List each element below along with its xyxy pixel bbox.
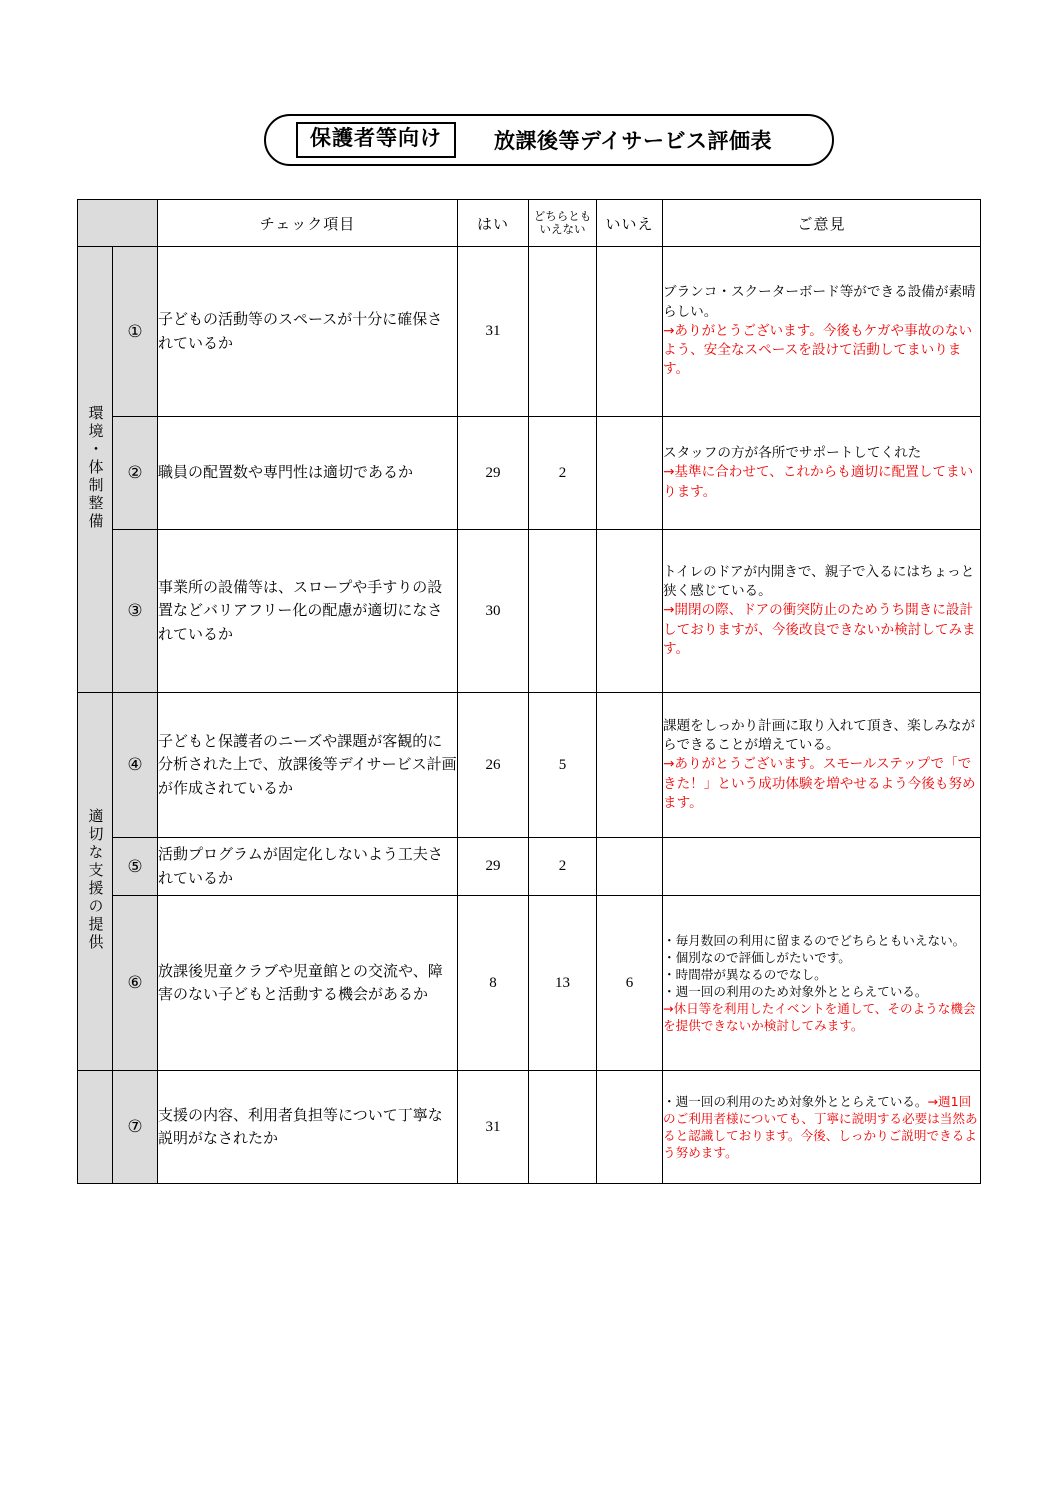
opinion-cell xyxy=(663,247,981,417)
opinion-cell xyxy=(663,896,981,1071)
check-item-text: 活動プログラムが固定化しないよう工夫されているか xyxy=(158,838,458,896)
header-category-blank xyxy=(78,200,158,247)
opinion-reply: →週1回のご利用者様についても、丁寧に説明する必要は当然あると認識しております。今後、しっかりご説明できるよう努めます。 xyxy=(663,1093,978,1161)
count-yes: 31 xyxy=(458,247,529,417)
count-yes: 26 xyxy=(458,693,529,838)
header-neutral-line1: どちらとも xyxy=(533,208,592,223)
header-no: いいえ xyxy=(597,200,663,247)
count-no xyxy=(597,530,663,693)
title-audience-tag: 保護者等向け xyxy=(296,122,456,157)
row-number: ⑥ xyxy=(113,896,158,1071)
count-yes: 30 xyxy=(458,530,529,693)
opinion-comment: 課題をしっかり計画に取り入れて頂き、楽しみながらできることが増えている。 xyxy=(663,717,976,754)
count-neutral: 5 xyxy=(529,693,597,838)
count-no xyxy=(597,1071,663,1184)
opinion-reply: →休日等を利用したイベントを通して、そのような機会を提供できないか検討してみます。 xyxy=(663,1001,976,1034)
table-row xyxy=(78,247,981,417)
count-neutral: 2 xyxy=(529,838,597,896)
opinion-comment: ・週一回の利用のため対象外ととらえている。→週1回のご利用者様についても、丁寧に説明する必要は当然あると認識しております。今後、しっかりご説明できるよう努めます。 xyxy=(663,1093,978,1161)
count-no xyxy=(597,247,663,417)
opinion-reply: →基準に合わせて、これからも適切に配置してまいります。 xyxy=(663,464,974,500)
table-row xyxy=(78,417,981,530)
count-neutral xyxy=(529,530,597,693)
table-row xyxy=(78,838,981,896)
opinion-comment: ・毎月数回の利用に留まるのでどちらともいえない。 xyxy=(663,932,966,948)
table-body xyxy=(78,247,981,1184)
opinion-cell xyxy=(663,693,981,838)
count-no xyxy=(597,417,663,530)
opinion-cell xyxy=(663,838,981,896)
count-neutral xyxy=(529,1071,597,1184)
header-neutral-line2: いえない xyxy=(539,222,586,236)
header-check-item: チェック項目 xyxy=(158,200,458,247)
check-item-text: 子どもと保護者のニーズや課題が客観的に分析された上で、放課後等デイサービス計画が作成されているか xyxy=(158,693,458,838)
count-neutral: 2 xyxy=(529,417,597,530)
count-yes: 31 xyxy=(458,1071,529,1184)
opinion-reply: →開閉の際、ドアの衝突防止のためうち開きに設計しておりますが、今後改良できないか検討してみます。 xyxy=(663,602,976,657)
row-number: ⑤ xyxy=(113,838,158,896)
opinion-comment: ブランコ・スクーターボード等ができる設備が素晴らしい。 xyxy=(663,284,976,320)
opinion-reply: →ありがとうございます。今後もケガや事故のないよう、安全なスペースを設けて活動してまいります。 xyxy=(663,322,973,378)
check-item-text: 支援の内容、利用者負担等について丁寧な説明がなされたか xyxy=(158,1071,458,1184)
opinion-cell xyxy=(663,530,981,693)
table-row xyxy=(78,1071,981,1184)
count-no xyxy=(597,693,663,838)
count-no: 6 xyxy=(597,896,663,1071)
check-item-text: 放課後児童クラブや児童館との交流や、障害のない子どもと活動する機会があるか xyxy=(158,896,458,1071)
opinion-cell xyxy=(663,1071,981,1184)
header-note: ご意見 xyxy=(663,200,981,247)
category-cell xyxy=(78,693,113,1071)
evaluation-table xyxy=(77,199,981,1184)
category-label: 適切な支援の提供 xyxy=(86,807,105,952)
count-yes: 29 xyxy=(458,838,529,896)
opinion-comment: トイレのドアが内開きで、親子で入るにはちょっと狭く感じている。 xyxy=(663,563,975,600)
row-number: ⑦ xyxy=(113,1071,158,1184)
row-number: ① xyxy=(113,247,158,417)
table-row xyxy=(78,530,981,693)
row-number: ② xyxy=(113,417,158,530)
check-item-text: 子どもの活動等のスペースが十分に確保されているか xyxy=(158,247,458,417)
opinion-reply: →ありがとうございます。スモールステップで「できた！」という成功体験を増やせるよう今後も努めます。 xyxy=(663,756,976,811)
opinion-cell xyxy=(663,417,981,530)
row-number: ③ xyxy=(113,530,158,693)
table-header-row xyxy=(78,200,981,247)
opinion-comment: スタッフの方が各所でサポートしてくれた xyxy=(663,445,922,462)
table-row xyxy=(78,693,981,838)
category-cell xyxy=(78,247,113,693)
header-neutral xyxy=(529,200,597,247)
count-neutral xyxy=(529,247,597,417)
title-banner xyxy=(264,114,834,166)
opinion-comment: ・時間帯が異なるのでなし。 xyxy=(663,966,827,982)
opinion-comment: ・個別なので評価しがたいです。 xyxy=(663,949,851,965)
row-number: ④ xyxy=(113,693,158,838)
page-title: 放課後等デイサービス評価表 xyxy=(494,129,773,153)
count-yes: 8 xyxy=(458,896,529,1071)
check-item-text: 職員の配置数や専門性は適切であるか xyxy=(158,417,458,530)
opinion-comment: ・週一回の利用のため対象外ととらえている。 xyxy=(663,984,928,999)
check-item-text: 事業所の設備等は、スロープや手すりの設置などバリアフリー化の配慮が適切になされているか xyxy=(158,530,458,693)
header-yes: はい xyxy=(458,200,529,247)
category-label: 環境・体制整備 xyxy=(86,404,105,531)
count-no xyxy=(597,838,663,896)
count-yes: 29 xyxy=(458,417,529,530)
table-row xyxy=(78,896,981,1071)
count-neutral: 13 xyxy=(529,896,597,1071)
category-cell xyxy=(78,1071,113,1184)
